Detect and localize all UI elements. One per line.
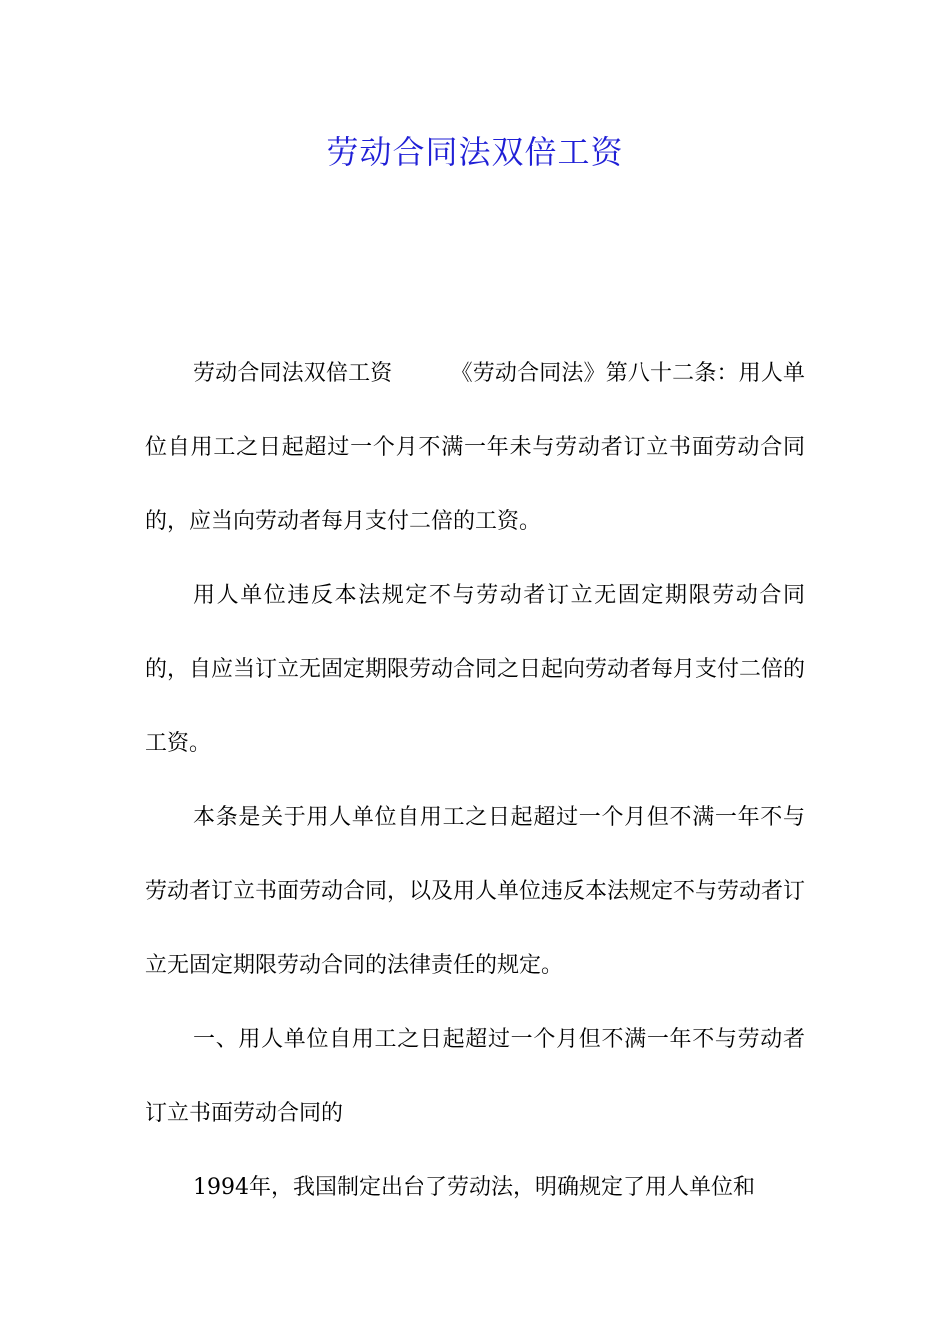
paragraph-open-ended-contract: 用人单位违反本法规定不与劳动者订立无固定期限劳动合同的，自应当订立无固定期限劳动合同之日起向劳动者每月支付二倍的工资。	[145, 583, 806, 756]
paragraph-history-1994: 1994年，我国制定出台了劳动法，明确规定了用人单位和	[193, 1175, 755, 1200]
document-body	[145, 337, 805, 1225]
paragraph-section-one-heading: 一、用人单位自用工之日起超过一个月但不满一年不与劳动者订立书面劳动合同的	[145, 1027, 805, 1126]
document-title: 劳动合同法双倍工资	[326, 133, 624, 171]
paragraph-lead-title: 劳动合同法双倍工资	[193, 361, 393, 386]
paragraph-article-82-text: 《劳动合同法》第八十二条：用人单位自用工之日起超过一个月不满一年未与劳动者订立书面劳动合同的，应当向劳动者每月支付二倍的工资。	[145, 361, 805, 534]
paragraph-article-scope: 本条是关于用人单位自用工之日起超过一个月但不满一年不与劳动者订立书面劳动合同，以及用人单位违反本法规定不与劳动者订立无固定期限劳动合同的法律责任的规定。	[145, 805, 806, 978]
paragraph-article-82	[145, 337, 805, 559]
